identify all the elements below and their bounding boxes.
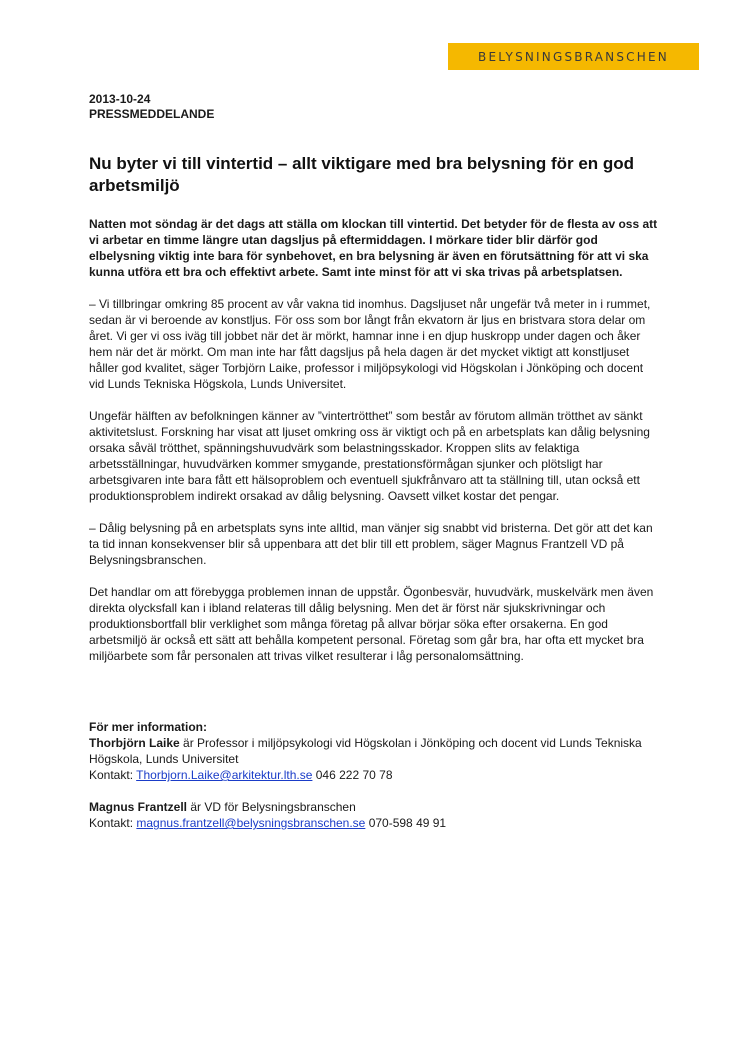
contact-person-1-bio — [89, 735, 659, 767]
brand-logo-text: BELYSNINGSBRANSCHEN — [478, 49, 669, 64]
body-paragraph-4: Det handlar om att förebygga problemen innan de uppstår. Ögonbesvär, huvudvärk, muskelvärk men även direkta olycksfall kan i ibland relateras till dålig belysning. Men det är först när sjukskrivningar och produktionsbortfall blir verklighet som många företag på allvar börjar söka efter orsakerna. En god arbetsmiljö är också ett sätt att behålla kompetent personal. Företag som går bra, har ofta ett mycket bra miljöarbete som får personalen att trivas vilket resulterar i låg personalomsättning. — [89, 585, 654, 663]
phone-number: 070-598 49 91 — [365, 816, 447, 830]
lead-paragraph: Natten mot söndag är det dags att ställa om klockan till vintertid. Det betyder för de flesta av oss att vi arbetar en timme längre utan dagsljus på eftermiddagen. I mörkare tider blir därför god elbelysning viktig inte bara för synbehovet, en bra belysning är även en förutsättning för att vi ska kunna utföra ett bra och effektivt arbete. Samt inte minst för att vi ska trivas på arbetsplatsen. — [89, 217, 658, 279]
contact-person-2-contact — [89, 815, 659, 831]
email-link-frantzell[interactable]: magnus.frantzell@belysningsbranschen.se — [136, 816, 366, 830]
email-link-laike[interactable]: Thorbjorn.Laike@arkitektur.lth.se — [136, 768, 313, 782]
contact-person-1-name: Thorbjörn Laike — [89, 736, 180, 750]
contact-heading: För mer information: — [89, 720, 208, 734]
release-type: PRESSMEDDELANDE — [89, 107, 215, 121]
contact-person-2-bio — [89, 799, 659, 815]
body-paragraph-3: – Dålig belysning på en arbetsplats syns inte alltid, man vänjer sig snabbt vid bristerna. Det gör att det kan ta tid innan konsekvenser blir så uppenbara att det blir till ett problem, säger Magnus Frantzell VD på Belysningsbranschen. — [89, 521, 653, 567]
contact-label: Kontakt: — [89, 768, 137, 782]
page-title: Nu byter vi till vintertid – allt viktigare med bra belysning för en god arbetsmiljö — [89, 154, 635, 195]
contact-person-1-contact — [89, 767, 659, 783]
body-paragraph-2: Ungefär hälften av befolkningen känner av ”vintertrötthet” som består av förutom allmän trötthet av sänkt aktivitetslust. Forskning har visat att ljuset omkring oss är viktigt och på en arbetsplats kan dålig belysning orsaka såväl trötthet, spänningshuvudvärk som belastningsskador. Kroppen slits av felaktiga arbetsställningar, huvudvärken kommer smygande, prestationsförmågan sjunker och plötsligt har arbetsgivaren inte bara fått ett hälsoproblem och eventuell sjukfrånvaro att ta ställning till, utan också ett produktionsproblem indirekt orsakad av dålig belysning. Oavsett vilket kostar det pengar. — [89, 409, 650, 503]
brand-logo — [448, 43, 699, 70]
contact-person-1-desc: är Professor i miljöpsykologi vid Högskolan i Jönköping och docent vid Lunds Tekniska Högskola, Lunds Universitet — [89, 736, 642, 766]
phone-number: 046 222 70 78 — [312, 768, 393, 782]
press-release — [89, 92, 659, 831]
contact-person-2-desc: är VD för Belysningsbranschen — [187, 800, 356, 814]
body-paragraph-1: – Vi tillbringar omkring 85 procent av vår vakna tid inomhus. Dagsljuset når ungefär två meter in i rummet, sedan är vi beroende av konstljus. För oss som bor långt från ekvatorn är ljus en bristvara stora delar om året. Vi ger vi oss iväg till jobbet när det är mörkt, hamnar inne i en djup huskropp under dagen och åker hem när det är mörkt. Om man inte har fått dagsljus på hela dagen är det mycket viktigt att konstljuset håller god kvalitet, säger Torbjörn Laike, professor i miljöpsykologi vid Högskolan i Jönköping och docent vid Lunds Tekniska Högskola, Lunds Universitet. — [89, 297, 651, 391]
contact-person-2-name: Magnus Frantzell — [89, 800, 188, 814]
contact-label: Kontakt: — [89, 816, 137, 830]
release-date: 2013-10-24 — [89, 92, 151, 106]
